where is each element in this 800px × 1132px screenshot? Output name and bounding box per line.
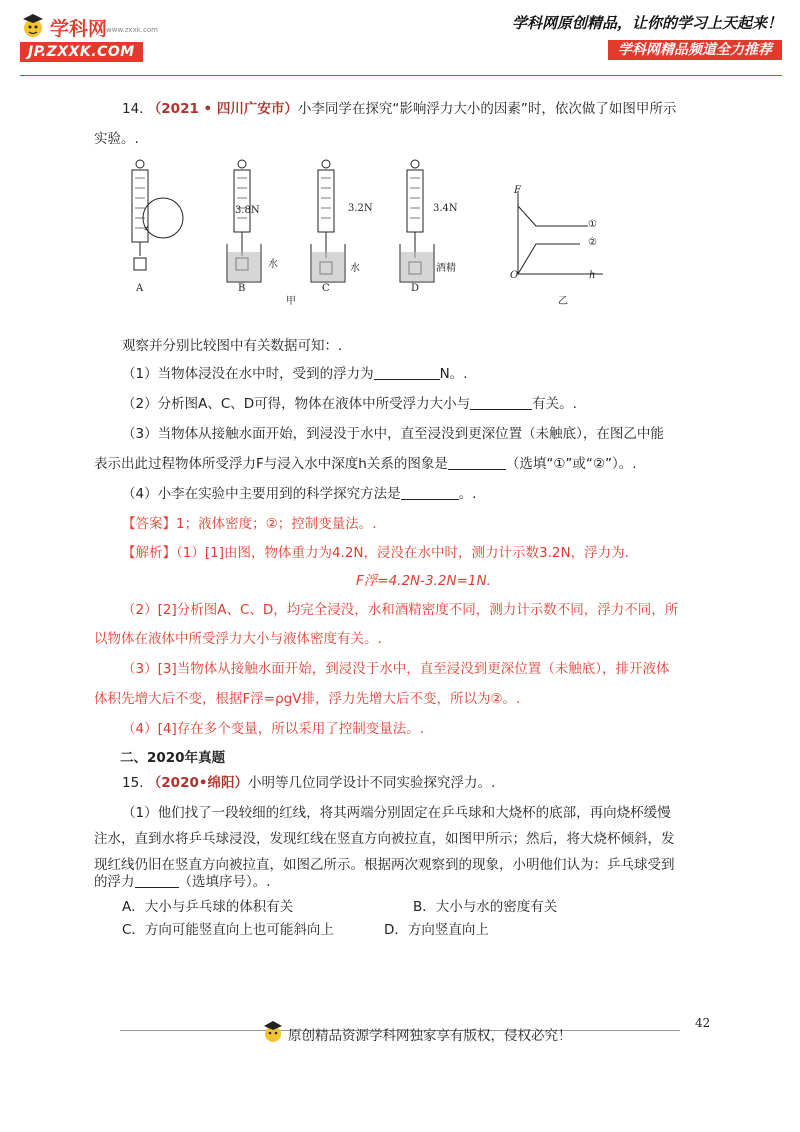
curve-label-1: ① (588, 219, 597, 230)
q14-sub3-b: 表示出此过程物体所受浮力F与浸入水中深度h关系的图象是 (94, 456, 448, 472)
q15-p3: 现红线仍旧在竖直方向被拉直，如图乙所示。根据两次观察到的现象，小明他们认为：乒乓球受到 (94, 857, 675, 873)
q14-analysis-3b: 体积先增大后不变，根据F浮=ρgV排，浮力先增大后不变，所以为②。. (94, 691, 521, 707)
footer-mascot-icon (262, 1020, 284, 1046)
answer-blank-3[interactable] (448, 455, 506, 470)
graph-axis-y: F (514, 185, 521, 196)
logo-sub: www.zxxk.com (106, 26, 158, 34)
answer-blank-2[interactable] (470, 395, 532, 410)
q14-answer: 【答案】1；液体密度；②；控制变量法。. (122, 516, 377, 532)
answer-blank-q15[interactable] (135, 873, 179, 888)
q14-analysis-2b: 以物体在液体中所受浮力大小与液体密度有关。. (94, 631, 382, 647)
q15-option-d[interactable]: D．方向竖直向上 (384, 922, 489, 938)
answer-blank-1[interactable] (374, 365, 440, 380)
recommend-banner: 学科网精品频道全力推荐 (608, 40, 782, 60)
q14-sub4 (122, 484, 476, 504)
q14-sub4-a: （4）小李在实验中主要用到的科学探究方法是 (122, 486, 401, 502)
label-b: B (238, 283, 246, 294)
q14-sub3-a: （3）当物体从接触水面开始，到浸没于水中，直至浸没到更深位置（未触底），在图乙中能 (122, 426, 664, 442)
q14-sub2-a: （2）分析图A、C、D可得，物体在液体中所受浮力大小与 (122, 396, 471, 412)
q14-intro: 观察并分别比较图中有关数据可知：. (122, 338, 343, 354)
q14-analysis-4: （4）[4]存在多个变量，所以采用了控制变量法。. (122, 721, 425, 737)
answer-blank-4[interactable] (401, 485, 459, 500)
q15-p1: （1）他们找了一段较细的红线，将其两端分别固定在乒乓球和大烧杯的底部，再向烧杯缓慢 (122, 805, 671, 821)
label-d: D (411, 283, 420, 294)
q14-stem1: 小李同学在探究“影响浮力大小的因素”时，依次做了如图甲所示 (297, 101, 677, 117)
q14-sub4-b: 。. (458, 486, 477, 502)
q15-number: 15. (122, 775, 144, 791)
reading-d: 3.4N (433, 203, 458, 214)
q15-p4-b: （选填序号）。. (178, 874, 271, 890)
q14-sub1 (122, 364, 467, 384)
q14-analysis-3a: （3）[3]当物体从接触水面开始，到浸没于水中，直至浸没到更深位置（未触底），排开液体 (122, 661, 670, 677)
q15-p4-a: 的浮力 (94, 874, 135, 890)
slogan: 学科网原创精品，让你的学习上天起来！ (511, 14, 782, 32)
q14-sub1-a: （1）当物体浸没在水中时，受到的浮力为 (122, 366, 374, 382)
q15-stem-text: 小明等几位同学设计不同实验探究浮力。. (247, 775, 496, 791)
q14-source: （2021 • 四川广安市） (147, 101, 298, 117)
graph-axis-x: h (589, 270, 596, 281)
page-number: 42 (695, 1016, 711, 1030)
q15-source: （2020•绵阳） (147, 775, 248, 791)
q14-number: 14. (122, 101, 144, 117)
mascot-icon (20, 12, 46, 42)
graph-origin: O (510, 270, 519, 281)
curve-label-2: ② (588, 237, 597, 248)
caption-jia: 甲 (286, 296, 296, 307)
q14-sub2 (122, 394, 577, 414)
q14-sub1-b: N。. (439, 366, 468, 382)
logo-text: 学科网 (50, 18, 108, 40)
q15-option-a[interactable]: A．大小与乒乓球的体积有关 (122, 899, 294, 915)
q14-analysis-formula: F浮=4.2N-3.2N=1N. (356, 573, 491, 589)
q14-sub2-b: 有关。. (532, 396, 577, 412)
reading-b: 3.8N (235, 205, 260, 216)
q15-option-c[interactable]: C．方向可能竖直向上也可能斜向上 (122, 922, 334, 938)
q15-p2: 注水，直到水将乒乓球浸没，发现红线在竖直方向被拉直，如图甲所示；然后，将大烧杯倾斜，发 (94, 831, 675, 847)
site-badge[interactable]: JP.ZXXK.COM (20, 42, 143, 62)
reading-c: 3.2N (348, 203, 373, 214)
q14-stem-line1 (122, 99, 676, 119)
q14-analysis-1: 【解析】（1）[1]由图，物体重力为4.2N，浸没在水中时，测力计示数3.2N，浮力为. (122, 545, 629, 561)
q14-analysis-2a: （2）[2]分析图A、C、D，均完全浸没，水和酒精密度不同，测力计示数不同，浮力不同，所 (122, 602, 679, 618)
header-divider (20, 75, 782, 76)
figure-jia (115, 158, 495, 308)
q14-sub3-c: （选填“①”或“②”）。. (505, 456, 637, 472)
header-logo[interactable] (20, 10, 160, 70)
q15-stem (122, 773, 495, 793)
header-slogan-block (512, 12, 782, 59)
liquid-c: 水 (350, 263, 360, 274)
footer-copyright: 原创精品资源学科网独家享有版权，侵权必究！ (288, 1028, 572, 1044)
q14-stem2: 实验。. (94, 131, 139, 147)
q15-option-b[interactable]: B．大小与水的密度有关 (413, 899, 558, 915)
label-c: C (322, 283, 330, 294)
q14-sub3-b-line (94, 454, 637, 474)
q15-p4 (94, 872, 271, 892)
label-a: A (136, 283, 144, 294)
liquid-d: 酒精 (436, 263, 456, 274)
section-title: 二、2020年真题 (120, 750, 226, 766)
liquid-b: 水 (268, 259, 278, 270)
caption-yi: 乙 (558, 296, 568, 307)
